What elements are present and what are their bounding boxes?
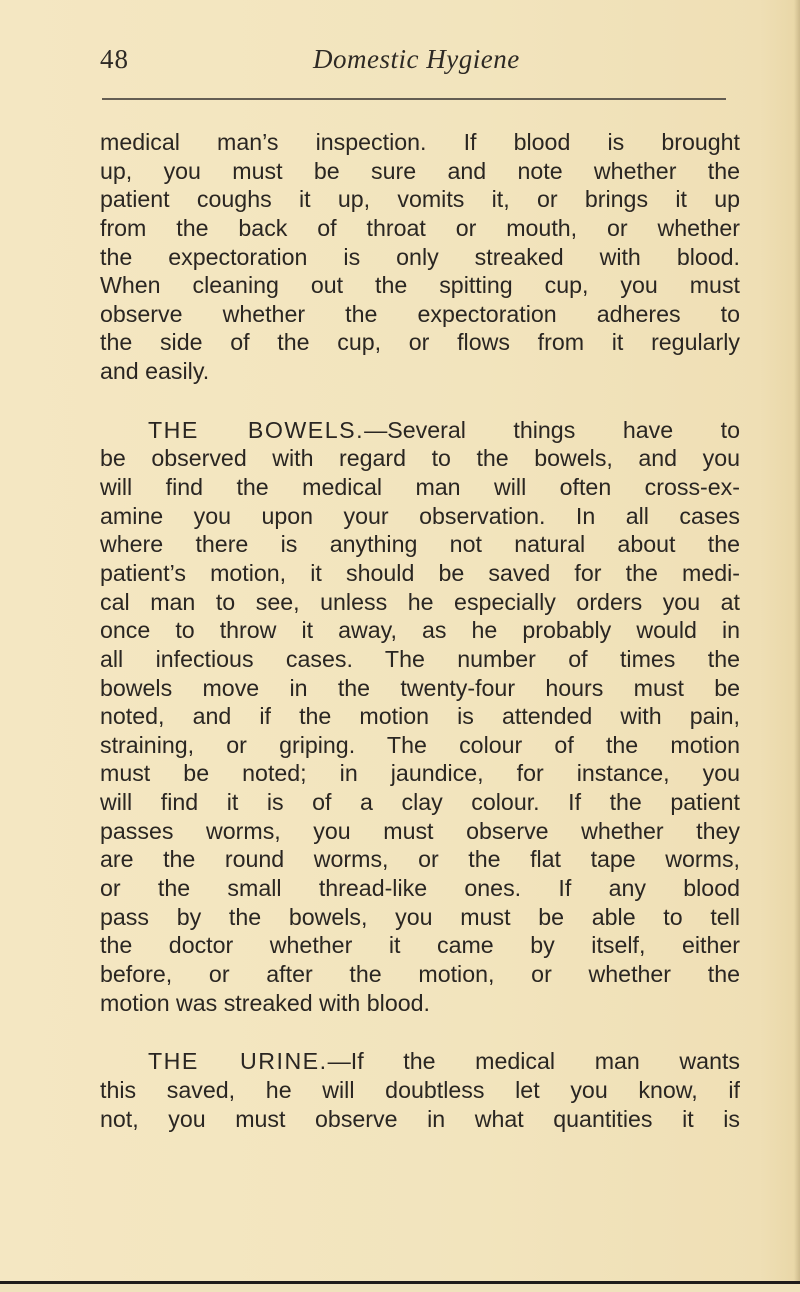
text-line: once to throw it away, as he probably would in: [100, 617, 740, 644]
bottom-margin: [0, 1284, 800, 1292]
running-head: Domestic Hygiene: [313, 44, 520, 74]
text-line: up, you must be sure and note whether the: [100, 157, 740, 184]
text-line: motion was streaked with blood.: [100, 989, 430, 1016]
text-fragment: —If the medical man wants: [327, 1048, 740, 1075]
text-line: [100, 416, 740, 445]
text-line: patient coughs it up, vomits it, or brings it up: [100, 186, 740, 213]
text-line: must be noted; in jaundice, for instance, you: [100, 760, 740, 787]
page-number: 48: [100, 44, 129, 74]
text-line: bowels move in the twenty-four hours must be: [100, 674, 740, 701]
header-rule: [102, 98, 726, 100]
paragraph-urine: [100, 1047, 740, 1133]
paragraph-bowels: [100, 416, 740, 1017]
text-line: When cleaning out the spitting cup, you must: [100, 272, 740, 299]
text-line: where there is anything not natural about the: [100, 531, 740, 558]
section-heading-urine: THE URINE.: [148, 1048, 328, 1075]
body-text: [100, 128, 740, 1133]
text-line: not, you must observe in what quantities it is: [100, 1105, 740, 1132]
text-line: and easily.: [100, 358, 210, 385]
text-line: will find it is of a clay colour. If the patient: [100, 789, 740, 816]
text-line: from the back of throat or mouth, or whether: [100, 214, 740, 241]
text-line: cal man to see, unless he especially orders you at: [100, 588, 740, 615]
paragraph-sputum: [100, 128, 740, 386]
text-fragment: —Several things have to: [364, 416, 740, 443]
page-edge-shadow: [794, 0, 800, 1292]
text-line: [100, 1047, 740, 1076]
page-header: [100, 40, 740, 90]
text-line: observe whether the expectoration adheres to: [100, 300, 740, 327]
text-line: medical man’s inspection. If blood is brought: [100, 129, 740, 155]
text-line: the doctor whether it came by itself, either: [100, 932, 740, 959]
text-line: passes worms, you must observe whether they: [100, 817, 740, 844]
text-line: or the small thread-like ones. If any blood: [100, 875, 740, 902]
text-line: this saved, he will doubtless let you know, if: [100, 1076, 740, 1103]
text-line: all infectious cases. The number of times the: [100, 645, 740, 672]
text-line: before, or after the motion, or whether the: [100, 960, 740, 987]
text-line: noted, and if the motion is attended with pain,: [100, 703, 740, 730]
text-line: the expectoration is only streaked with blood.: [100, 243, 740, 270]
section-heading-bowels: THE BOWELS.: [148, 416, 365, 443]
text-line: patient’s motion, it should be saved for the medi-: [100, 559, 740, 586]
text-line: the side of the cup, or flows from it regularly: [100, 329, 740, 356]
text-line: are the round worms, or the flat tape worms,: [100, 846, 740, 873]
text-line: straining, or griping. The colour of the motion: [100, 731, 740, 758]
text-line: pass by the bowels, you must be able to tell: [100, 903, 740, 930]
text-line: be observed with regard to the bowels, and you: [100, 445, 740, 472]
text-line: will find the medical man will often cross-ex-: [100, 474, 740, 501]
text-line: amine you upon your observation. In all cases: [100, 502, 740, 529]
